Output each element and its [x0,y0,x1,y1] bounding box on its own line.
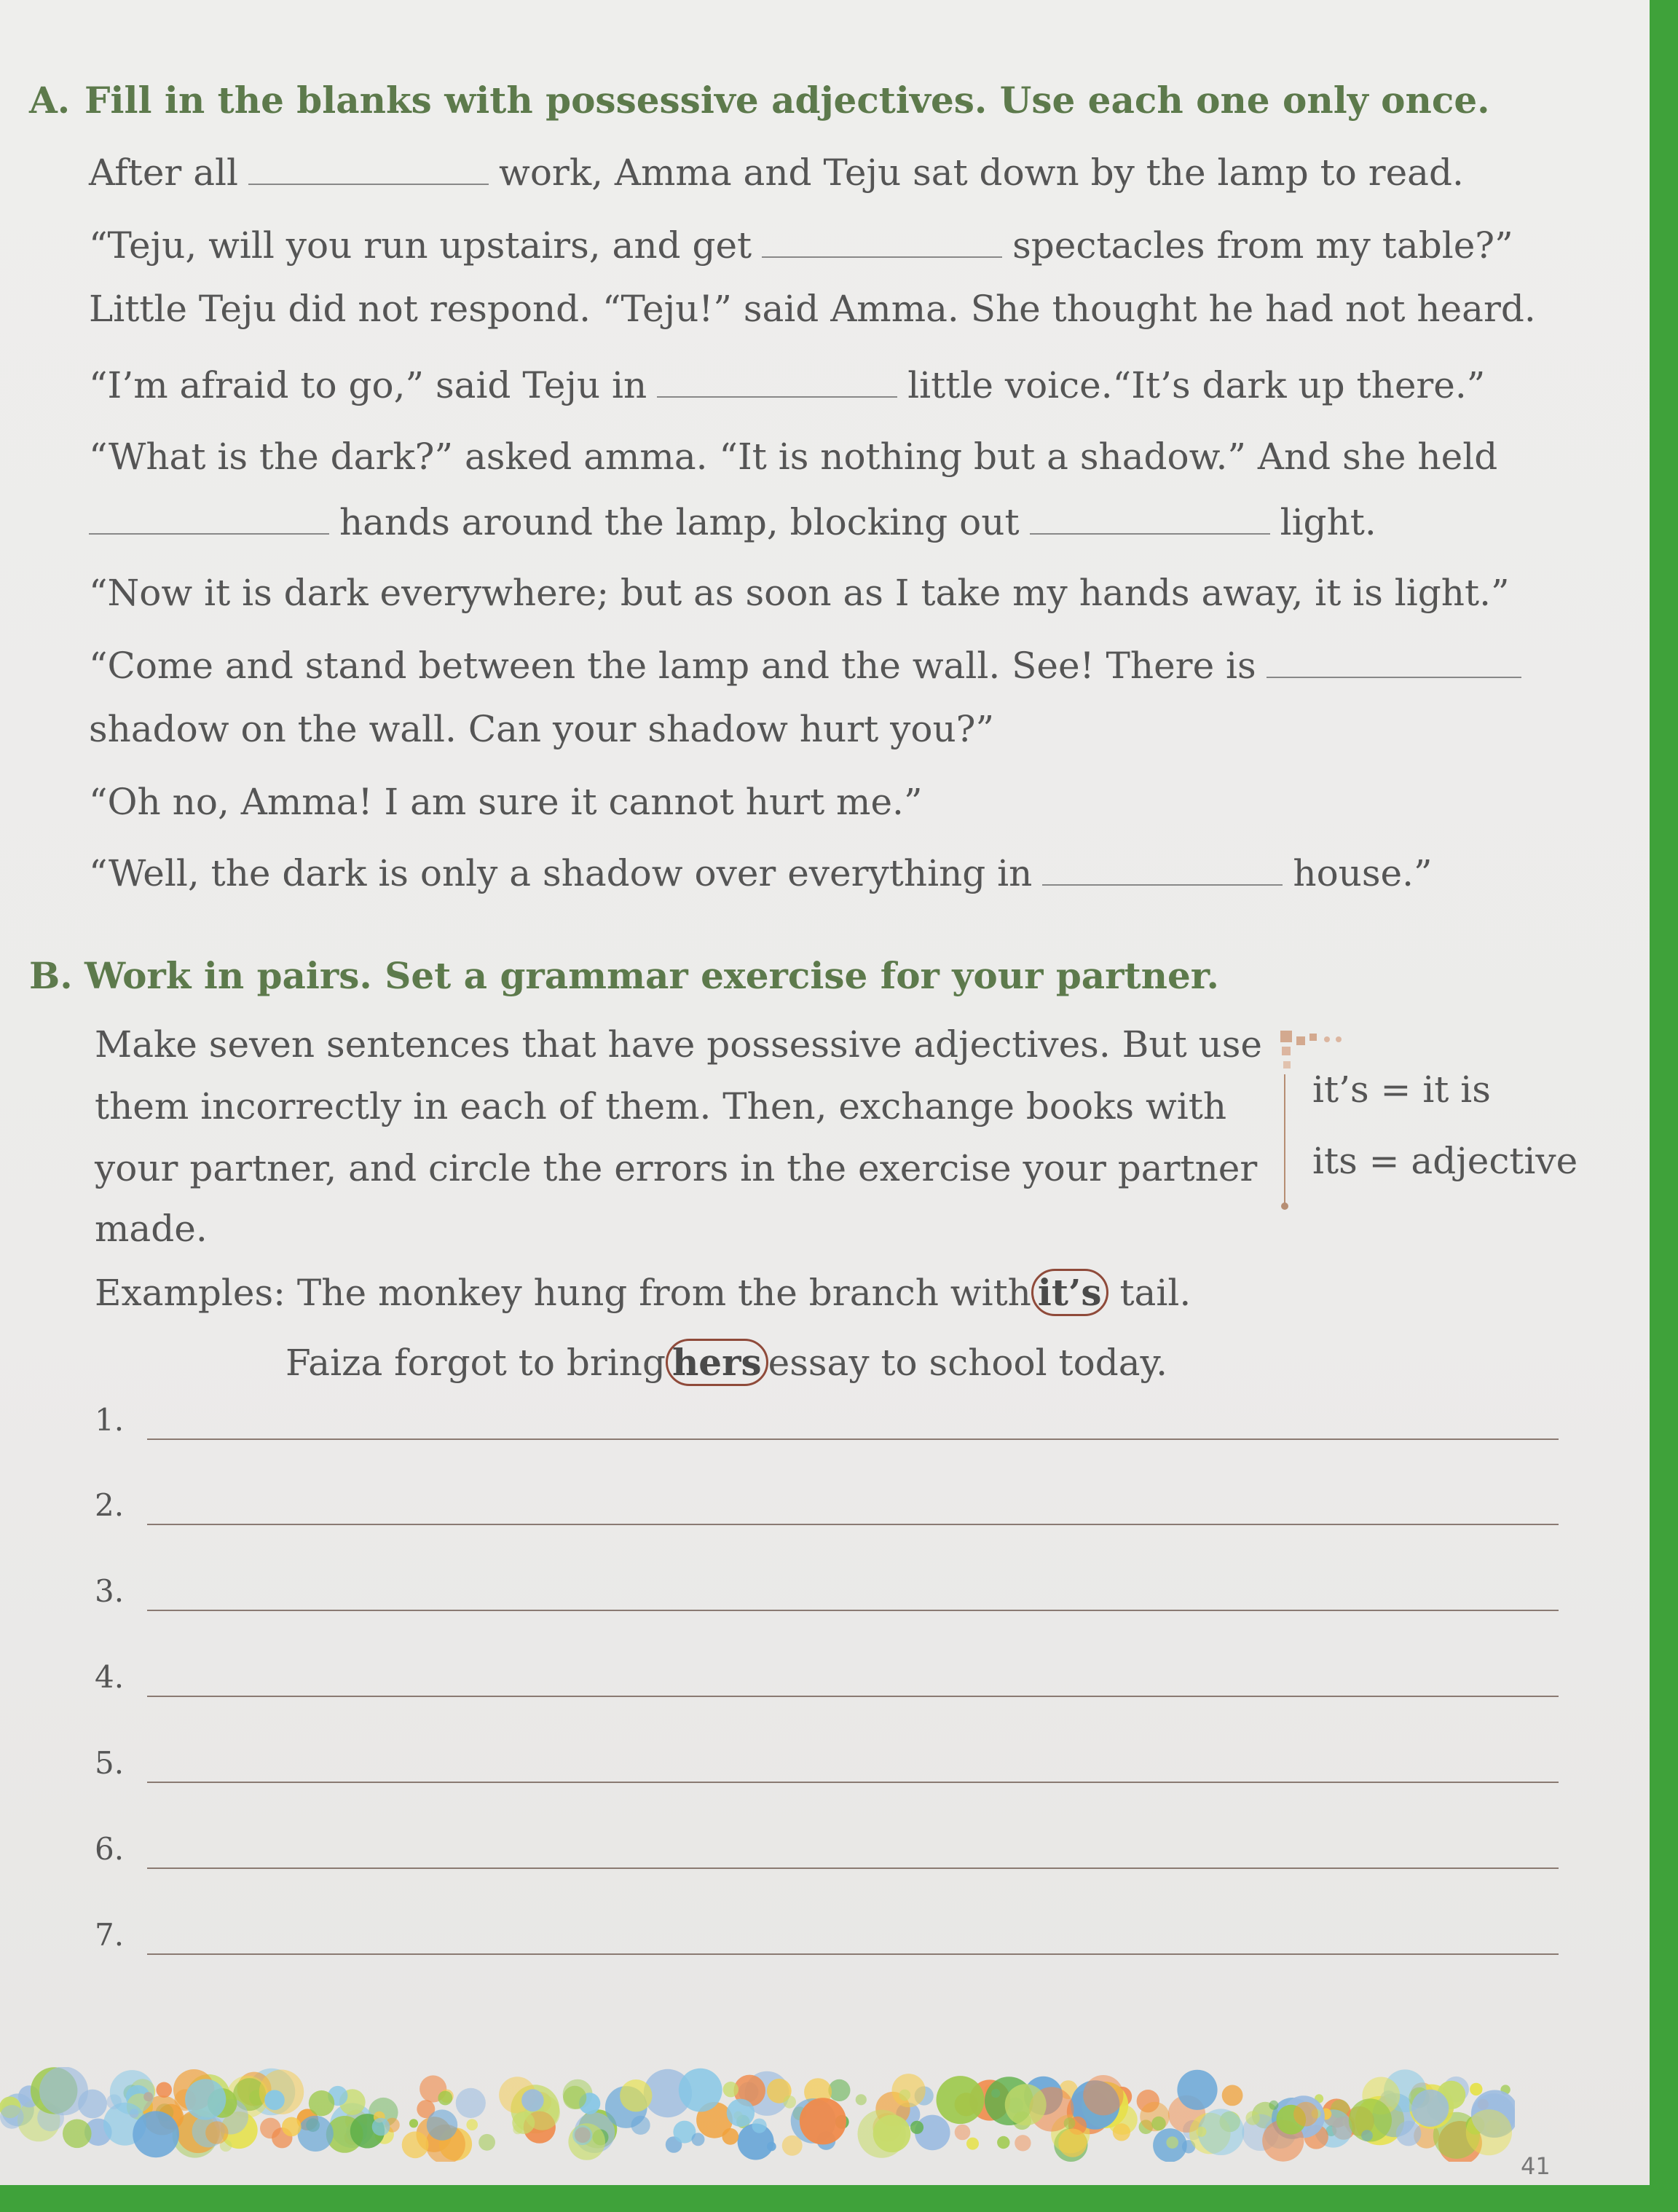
answer-writing-line[interactable] [147,1524,1559,1525]
decorative-bubble-border [0,2067,1515,2162]
answer-line-row [95,1402,1559,1446]
decorative-square [1282,1047,1291,1055]
circled-error-its: it’s [1031,1269,1108,1316]
answer-line-number: 2. [95,1487,125,1523]
answer-line-row [95,1917,1559,1961]
decorative-bubble [0,2105,24,2129]
decorative-bubble [1064,2117,1076,2129]
text-segment: spectacles from my table?” [1012,224,1513,267]
answer-blank-1[interactable] [248,157,489,185]
circled-error-hers: hers [666,1339,768,1386]
decorative-bubble [478,2134,495,2151]
decorative-bubble [1058,2129,1087,2157]
decorative-dot [1324,1036,1330,1042]
answer-line-row [95,1659,1559,1703]
decorative-bubble [466,2119,478,2130]
decorative-bubble [402,2131,429,2158]
decorative-bubble [264,2090,285,2111]
decorative-bubble [156,2082,172,2098]
section-b-para-1: Make seven sentences that have possessive adjectives. But use [95,1023,1263,1066]
decorative-bubble [456,2088,486,2118]
answer-line-number: 4. [95,1659,125,1695]
answer-writing-line[interactable] [147,1696,1559,1697]
exercise-a-line-4 [89,364,1485,406]
decorative-bubble [752,2119,767,2133]
section-a-title: Fill in the blanks with possessive adjectives. Use each one only once. [84,79,1490,122]
answer-line-number: 3. [95,1573,125,1609]
decorative-bubble [309,2090,334,2116]
exercise-a-line-6 [89,501,1376,543]
tip-divider-end-dot [1281,1203,1288,1210]
answer-line-row [95,1487,1559,1531]
answer-line-number: 1. [95,1402,125,1438]
decorative-bubble [892,2074,926,2107]
decorative-bubble [620,2079,652,2111]
exercise-a-line-9: shadow on the wall. Can your shadow hurt you?” [89,708,995,750]
text-segment: Faiza forgot to bring [285,1342,666,1384]
decorative-bubble [372,2118,390,2136]
decorative-bubble [521,2089,544,2111]
decorative-bubble [1361,2130,1373,2141]
decorative-bubble [997,2136,1009,2149]
answer-blank-3[interactable] [657,370,897,398]
answer-blank-2[interactable] [762,230,1002,258]
example-sentence-2 [285,1339,1167,1386]
decorative-bubble [185,2079,226,2119]
decorative-bubble [723,2082,738,2097]
answer-blank-4[interactable] [89,507,329,535]
section-b-heading [29,954,1219,997]
decorative-bubble [298,2116,334,2152]
text-segment: After all [89,151,239,194]
decorative-bubble [966,2138,979,2150]
decorative-bubble [110,2070,154,2114]
decorative-bubble [767,2142,776,2152]
answer-writing-line[interactable] [147,1782,1559,1783]
decorative-bubble [133,2111,179,2157]
section-b-letter: B. [29,954,73,997]
decorative-bubble [409,2119,418,2128]
text-segment: little voice.“It’s dark up there.” [907,364,1486,406]
decorative-bubble [856,2094,867,2105]
exercise-a-line-10: “Oh no, Amma! I am sure it cannot hurt me.” [89,781,923,823]
tip-its-adjective: its = adjective [1312,1140,1578,1182]
exercise-a-line-5: “What is the dark?” asked amma. “It is nothing but a shadow.” And she held [89,436,1498,478]
answer-writing-line[interactable] [147,1867,1559,1869]
decorative-bubble [631,2116,650,2135]
text-segment: essay to school today. [768,1342,1168,1384]
decorative-bubble [1396,2121,1422,2146]
answer-blank-5[interactable] [1030,507,1270,535]
grammar-tip-box [1280,1031,1586,1213]
decorative-square [1280,1031,1292,1042]
exercise-a-line-8 [89,645,1532,687]
answer-line-row [95,1573,1559,1617]
answer-line-row [95,1745,1559,1789]
decorative-bubble [1015,2135,1031,2151]
decorative-bubble [910,2121,923,2134]
answer-blank-7[interactable] [1042,858,1283,886]
decorative-bubble [205,2121,228,2144]
decorative-bubble [873,2115,911,2153]
decorative-bubble [1269,2101,1278,2110]
decorative-bubble [563,2086,586,2109]
decorative-bubble [572,2125,592,2145]
tip-divider-line [1284,1074,1285,1205]
text-segment: Examples: The monkey hung from the branch with [95,1272,1031,1314]
decorative-bubble [438,2091,452,2106]
decorative-bubble [427,2109,457,2140]
answer-line-number: 6. [95,1831,125,1867]
exercise-a-line-11 [89,852,1433,894]
decorative-bubble [1083,2075,1123,2115]
exercise-a-line-1 [89,151,1464,194]
exercise-a-line-3: Little Teju did not respond. “Teju!” said Amma. She thought he had not heard. [89,288,1536,330]
decorative-square [1283,1061,1291,1068]
decorative-bubble [1151,2117,1166,2131]
decorative-dot [1336,1036,1342,1042]
answer-writing-line[interactable] [147,1953,1559,1955]
decorative-bubble [1293,2102,1318,2127]
section-b-para-3: your partner, and circle the errors in the exercise your partner [95,1147,1258,1189]
decorative-bubble [1470,2083,1482,2095]
decorative-bubble [1222,2085,1243,2106]
answer-line-number: 5. [95,1745,125,1781]
decorative-bubble [937,2076,985,2124]
decorative-bubble [1177,2070,1217,2110]
section-a-heading [29,79,1490,122]
decorative-bubble [1466,2109,1512,2155]
decorative-bubble [513,2125,522,2134]
decorative-square [1309,1034,1317,1041]
exercise-a-line-7: “Now it is dark everywhere; but as soon as I take my hands away, it is light.” [89,572,1510,614]
text-segment: work, Amma and Teju sat down by the lamp to read. [499,151,1464,194]
exercise-a-line-2 [89,224,1513,267]
decorative-bubble [282,2117,302,2137]
text-segment: tail. [1119,1272,1191,1314]
decorative-bubble [1197,2127,1207,2137]
decorative-square [1296,1036,1305,1045]
text-segment: “Come and stand between the lamp and the wall. See! There is [89,645,1256,687]
section-b-title: Work in pairs. Set a grammar exercise for your partner. [84,954,1219,997]
text-segment: house.” [1293,852,1433,894]
decorative-bubble [1113,2123,1130,2141]
text-segment: hands around the lamp, blocking out [339,501,1020,543]
decorative-bubble [782,2136,803,2156]
text-segment: “Teju, will you run upstairs, and get [89,224,752,267]
section-a-letter: A. [29,79,71,122]
decorative-bubble [783,2095,796,2109]
decorative-bubble [679,2069,722,2112]
decorative-bubble [722,2128,738,2145]
decorative-bubble [1166,2136,1178,2149]
text-segment: “Well, the dark is only a shadow over everything in [89,852,1033,894]
text-segment: light. [1280,501,1376,543]
text-segment: “I’m afraid to go,” said Teju in [89,364,647,406]
decorative-bubble [692,2133,705,2146]
answer-blank-6[interactable] [1267,650,1521,678]
decorative-bubble [1005,2084,1047,2125]
tip-its-contraction: it’s = it is [1312,1068,1491,1111]
page-number: 41 [1521,2152,1551,2180]
decorative-bubble [727,2099,755,2127]
decorative-bubble [63,2119,92,2149]
decorative-bubble [800,2098,846,2144]
decorative-bubble [1411,2090,1449,2127]
section-b-para-4: made. [95,1208,208,1250]
decorative-bubble [39,2067,88,2115]
decorative-bubble [259,2070,304,2114]
answer-line-number: 7. [95,1917,125,1953]
answer-writing-line[interactable] [147,1610,1559,1611]
decorative-bubble [899,2090,911,2101]
answer-line-row [95,1831,1559,1875]
decorative-bubble [1245,2111,1259,2125]
example-sentence-1 [95,1269,1191,1316]
decorative-bubble [955,2125,971,2141]
section-b-para-2: them incorrectly in each of them. Then, exchange books with [95,1085,1227,1127]
answer-writing-line[interactable] [147,1438,1559,1440]
